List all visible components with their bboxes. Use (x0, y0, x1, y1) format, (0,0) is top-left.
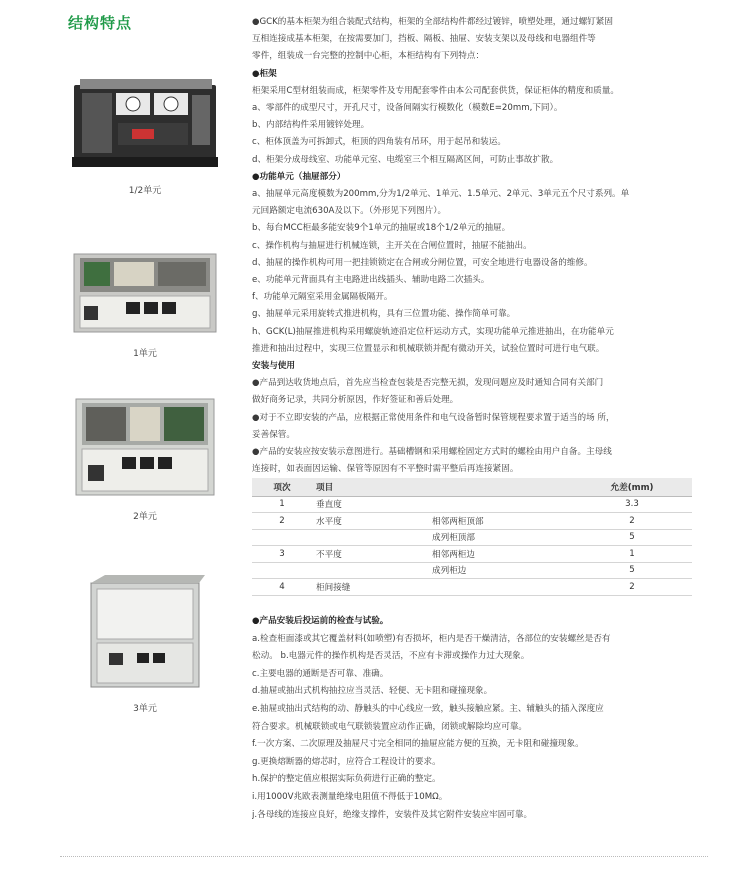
check-line: d.抽屉或抽出式机构抽拉应当灵活、轻便、无卡阻和碰撞现象。 (252, 686, 493, 697)
cell-no: 4 (252, 579, 312, 596)
body-line: a、抽屉单元高度模数为200mm,分为1/2单元、1单元、1.5单元、2单元、3单元五个尺寸系列。单 (252, 189, 630, 200)
header-no: 项次 (252, 478, 312, 496)
tolerance-table (252, 478, 692, 596)
body-line: 柜架采用C型材组装而成，柜架零件及专用配套零件由本公司配套供货，保证柜体的精度和质量。 (252, 85, 619, 96)
table-row (252, 546, 692, 563)
footer-divider (60, 856, 708, 857)
cell-val: 5 (572, 562, 692, 579)
caption-one-unit: 1单元 (133, 349, 157, 359)
header-sub (392, 478, 572, 496)
header-item: 项目 (312, 478, 392, 496)
cell-item (312, 529, 392, 546)
cell-val: 3.3 (572, 496, 692, 513)
cell-sub: 成列柜边 (392, 562, 572, 579)
table-row (252, 496, 692, 513)
cell-val: 1 (572, 546, 692, 563)
body-line: 元回路额定电流630A及以下。（外形见下列图片）。 (252, 206, 447, 217)
check-line: j.各母线的连接应良好，绝缘支撑件，安装件及其它附件安装应牢固可靠。 (252, 809, 533, 820)
cell-sub: 成列柜顶部 (392, 529, 572, 546)
body-line: ●产品到达收货地点后，首先应当检查包装是否完整无损，发现问题应及时通知合同有关部门 (252, 378, 604, 389)
cell-no (252, 562, 312, 579)
check-line: 松动。 b.电器元件的操作机构是否灵活，不应有卡滞或操作力过大现象。 (252, 651, 530, 662)
caption-two-unit: 2单元 (133, 512, 157, 522)
inspection-list (252, 613, 712, 824)
one-unit-drawer-image (70, 248, 220, 336)
check-line: c.主要电器的通断是否可靠、准确。 (252, 668, 389, 679)
table-row (252, 513, 692, 530)
cell-sub: 相邻两柜边 (392, 546, 572, 563)
body-line: 妥善保管。 (252, 429, 295, 440)
body-line: c、柜体顶盖为可拆卸式，柜顶的四角装有吊环，用于起吊和装运。 (252, 137, 506, 148)
three-unit-drawer-image (85, 573, 205, 691)
body-line: c、操作机构与抽屉进行机械连锁，主开关在合闸位置时，抽屉不能抽出。 (252, 240, 532, 251)
body-line: 连接时，如表面因运输、保管等原因有不平整时需平整后再连接紧固。 (252, 464, 519, 475)
cell-no: 2 (252, 513, 312, 530)
cell-val: 2 (572, 579, 692, 596)
body-line: 推进和抽出过程中，实现三位置显示和机械联锁并配有微动开关，试验位置时可进行电气联。 (252, 343, 605, 354)
cell-item: 不平度 (312, 546, 392, 563)
two-unit-drawer-image (70, 395, 220, 499)
body-line: ●GCK的基本柜架为组合装配式结构，柜架的全部结构件都经过镀锌，喷塑处理，通过螺钉紧固 (252, 17, 613, 27)
body-line: d、抽屉的操作机构可用一把挂锁锁定在合闸或分闸位置，可安全地进行电器设备的维修。 (252, 257, 593, 268)
cell-val: 2 (572, 513, 692, 530)
body-line: 做好商务记录，共同分析原因，作好签证和善后处理。 (252, 395, 459, 406)
body-line: a、零部件的成型尺寸，开孔尺寸，设备间隔实行模数化（模数E=20mm,下同）。 (252, 103, 563, 114)
cell-no: 1 (252, 496, 312, 513)
check-line: a.检查柜面漆或其它覆盖材料(如喷塑)有否损坏，柜内是否干燥清洁，各部位的安装螺丝是否有 (252, 633, 611, 644)
half-unit-drawer-image (72, 75, 218, 173)
body-line: e、功能单元背面具有主电路进出线插头、辅助电路二次插头。 (252, 275, 490, 286)
body-line: 互相连接成基本柜架，在按需要加门，挡板、隔板、抽屉、安装支架以及母线和电器组件等 (252, 34, 596, 45)
caption-three-unit: 3单元 (133, 704, 157, 714)
half-unit-figure (60, 75, 230, 196)
cell-sub: 相邻两柜顶部 (392, 513, 572, 530)
cell-item (312, 562, 392, 579)
cell-item: 垂直度 (312, 496, 392, 513)
section-heading: ●柜架 (252, 68, 277, 79)
body-line: h、GCK(L)抽屉推进机构采用螺旋轨迹沿定位杆运动方式，实现功能单元推进抽出，在功能单元 (252, 326, 614, 337)
cell-item: 柜间接缝 (312, 579, 392, 596)
structure-description (252, 14, 702, 478)
cell-sub (392, 496, 572, 513)
three-unit-figure (60, 573, 230, 714)
check-line: e.抽屉或抽出式结构的动、静触头的中心线应一致，触头接触应紧。主、辅触头的插入深度应 (252, 703, 604, 714)
check-line: h.保护的整定值应根据实际负荷进行正确的整定。 (252, 774, 441, 785)
cell-sub (392, 579, 572, 596)
section-heading: 安装与使用 (252, 361, 295, 372)
body-line: f、功能单元隔室采用金属隔板隔开。 (252, 292, 393, 303)
cell-no: 3 (252, 546, 312, 563)
check-line: i.用1000V兆欧表测量绝缘电阻值不得低于10MΩ。 (252, 791, 448, 802)
body-line: b、每台MCC柜最多能安装9个1单元的抽屉或18个1/2单元的抽屉。 (252, 223, 511, 234)
check-line: f.一次方案、二次原理及抽屉尺寸完全相同的抽屉应能方便的互换，无卡阻和碰撞现象。 (252, 739, 584, 750)
table-row (252, 529, 692, 546)
header-tolerance: 允差(mm) (572, 478, 692, 496)
table-row (252, 562, 692, 579)
two-unit-figure (60, 395, 230, 522)
cell-no (252, 529, 312, 546)
body-line: ●对于不立即安装的产品，应根据正常使用条件和电气设备暂时保管规程要求置于适当的场 所， (252, 412, 615, 423)
body-line: b、内部结构件采用镀锌处理。 (252, 120, 370, 131)
section-heading: ●产品安装后投运前的检查与试验。 (252, 616, 389, 626)
body-line: 零件，组装成一台完整的控制中心柜，本柜结构有下列特点： (252, 51, 485, 62)
check-line: g.更换熔断器的熔芯时，应符合工程设计的要求。 (252, 756, 441, 767)
body-line: g、抽屉单元采用旋转式推进机构，具有三位置功能、操作简单可靠。 (252, 309, 516, 320)
check-line: 符合要求。机械联锁或电气联锁装置应动作正确，闭锁或解除均应可靠。 (252, 721, 528, 732)
cell-item: 水平度 (312, 513, 392, 530)
caption-half-unit: 1/2单元 (128, 186, 162, 196)
body-line: d、柜架分成母线室、功能单元室、电缆室三个相互隔离区间，可防止事故扩散。 (252, 154, 559, 165)
body-line: ●产品的安装应按安装示意图进行。基础槽钢和采用螺栓固定方式时的螺栓由用户自备。主母线 (252, 447, 612, 458)
page-title: 结构特点 (68, 14, 133, 32)
cell-val: 5 (572, 529, 692, 546)
table-row (252, 579, 692, 596)
one-unit-figure (60, 248, 230, 359)
table-header-row (252, 478, 692, 496)
section-heading: ●功能单元（抽屉部分） (252, 171, 346, 182)
